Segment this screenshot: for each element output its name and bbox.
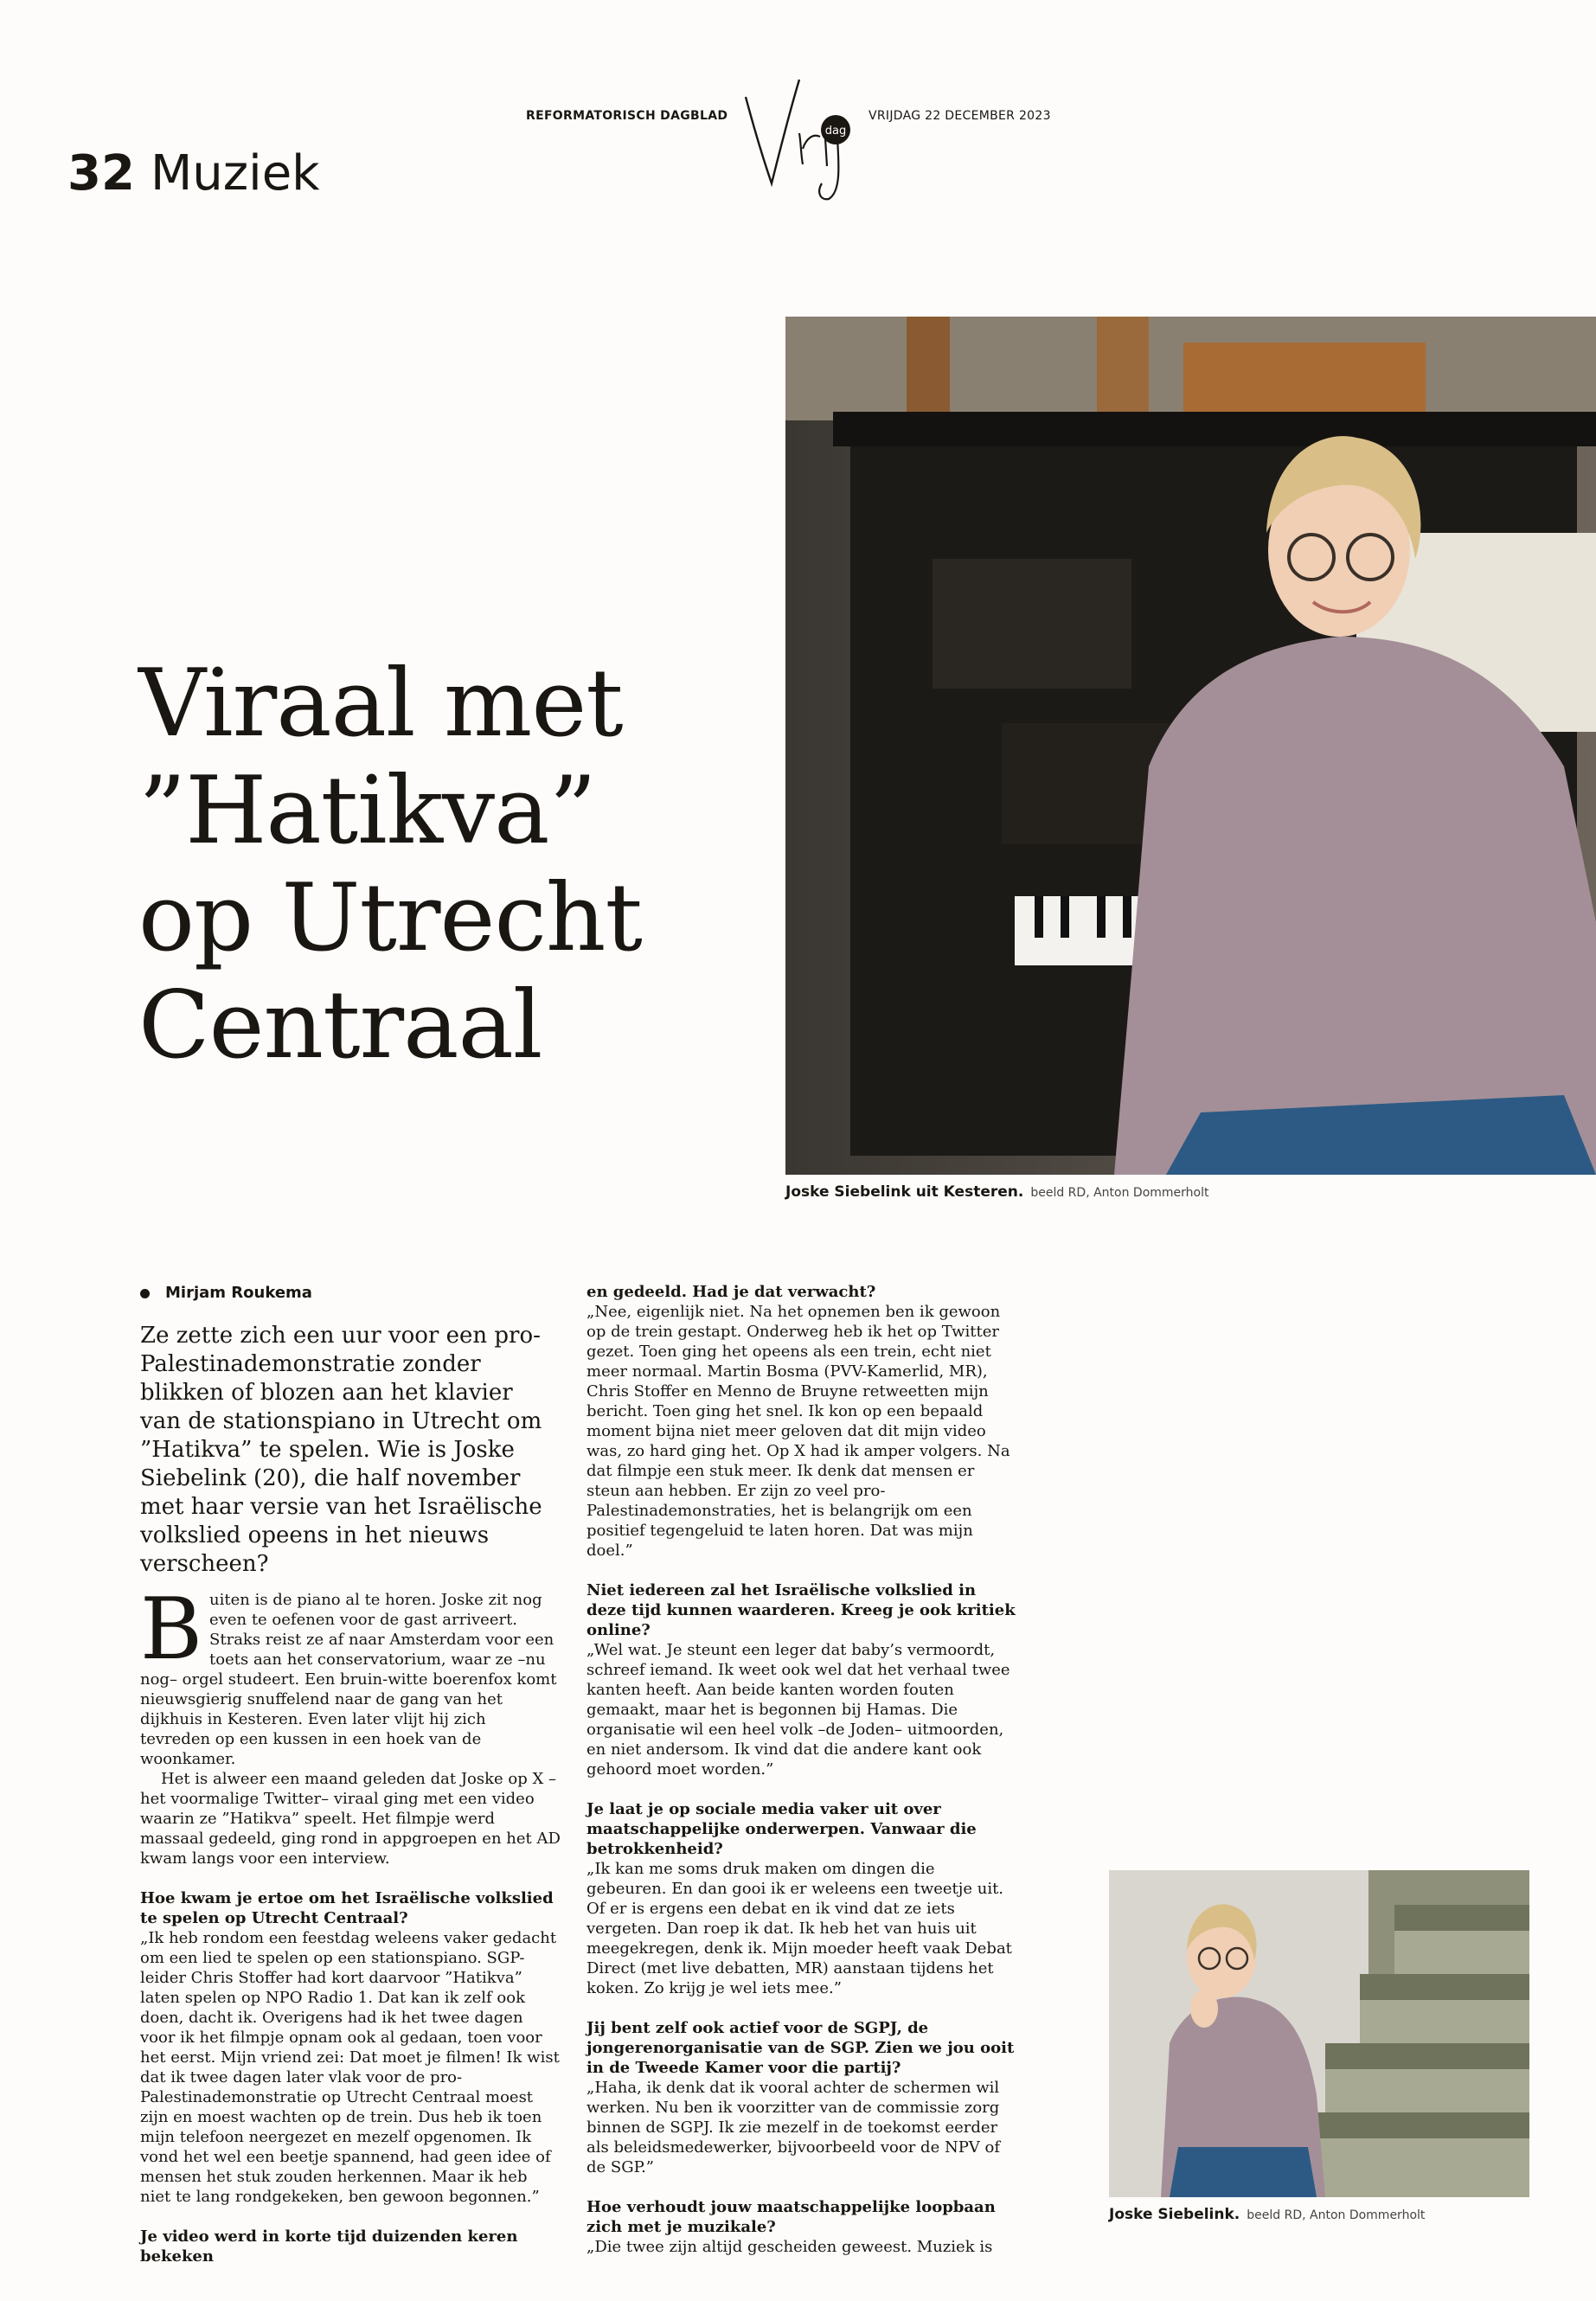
main-photo [785,317,1596,1175]
interview-question: Je laat je op sociale media vaker uit over maatschappelijke onderwerpen. Vanwaar die betrokkenheid? [586,1800,977,1858]
headline-line-4: Centraal [138,971,542,1080]
drop-cap: B [140,1580,203,1679]
interview-question: Hoe verhoudt jouw maatschappelijke loopbaan zich met je muzikale? [586,2198,996,2236]
body-paragraph: Het is alweer een maand geleden dat Joske op X –het voormalige Twitter– viraal ging met een video waarin ze ”Hatikva” speelt. Het filmpje werd massaal gedeeld, ging rond in appgroepen en het AD kwam langs voor een interview. [140,1770,561,1868]
interview-question: Niet iedereen zal het Israëlische volkslied in deze tijd kunnen waarderen. Kreeg je ook kritiek online? [586,1581,1016,1639]
headline-line-3: op Utrecht [138,864,642,972]
headline-line-1: Viraal met [138,650,623,758]
bullet-icon [140,1289,150,1298]
article-column-2 [586,1282,1017,2257]
paper-name: REFORMATORISCH DAGBLAD [526,109,728,123]
small-photo-caption [1109,2206,1425,2223]
interview-answer: „Wel wat. Je steunt een leger dat baby’s vermoordt, schreef iemand. Ik weet ook wel dat het verhaal twee kanten heeft. Aan beide kanten worden fouten gemaakt, maar het is begonnen bij Hamas. Die organisatie wil een heel volk –de Joden– uitmoorden, en niet andersom. Ik vind dat die andere kant ook gehoord moet worden.” [586,1641,1010,1779]
interview-answer: „Die twee zijn altijd gescheiden geweest. Muziek is [586,2238,993,2256]
logo-badge: dag [824,125,847,138]
interview-question: Jij bent zelf ook actief voor de SGPJ, de jongerenorganisatie van de SGP. Zien we jou ooit in de Tweede Kamer voor die partij? [586,2019,1015,2077]
section-name: Muziek [150,145,320,202]
author-name: Mirjam Roukema [165,1284,312,1302]
article-column-1 [140,1580,561,2266]
vrijdag-logo [727,54,865,201]
main-photo-credit: beeld RD, Anton Dommerholt [1030,1186,1209,1200]
main-photo-caption-text: Joske Siebelink uit Kesteren. [785,1183,1024,1201]
interview-answer: „Nee, eigenlijk niet. Na het opnemen ben ik gewoon op de trein gestapt. Onderweg heb ik het op Twitter gezet. Toen ging het opeens als een trein, echt niet meer normaal. Martin Bosma (PVV-Kamerlid, MR), Chris Stoffer en Menno de Bruyne retweetten mijn bericht. Toen ging het snel. Ik kon op een bepaald moment bijna niet meer geloven dat dit mijn video was, zo hard ging het. Op X had ik amper volgers. Na dat filmpje een stuk meer. Ik denk dat mensen er steun aan hebben. Er zijn zo veel pro-Palestinademonstraties, het is belangrijk om een positief tegengeluid te laten horen. Dat was mijn doel.” [586,1303,1010,1560]
interview-answer: „Haha, ik denk dat ik vooral achter de schermen wil werken. Nu ben ik voorzitter van de commissie zorg binnen de SGPJ. Ik zie mezelf in de toekomst eerder als beleidsmedewerker, bijvoorbeeld voor de NPV of de SGP.” [586,2079,1001,2176]
section-header [67,145,320,202]
small-photo [1109,1870,1529,2197]
headline-line-2: ”Hatikva” [138,757,596,865]
intro-paragraph: Ze zette zich een uur voor een pro-Palestinademonstratie zonder blikken of blozen aan het klavier van de stationspiano in Utrecht om ”Hatikva” te spelen. Wie is Joske Siebelink (20), die half november met haar versie van het Israëlische volkslied opeens in het nieuws verscheen? [140,1323,542,1577]
interview-question-continued: en gedeeld. Had je dat verwacht? [586,1283,876,1301]
interview-question: Je video werd in korte tijd duizenden keren bekeken [140,2227,518,2266]
interview-question: Hoe kwam je ertoe om het Israëlische volkslied te spelen op Utrecht Centraal? [140,1889,554,1927]
headline [138,651,692,1080]
issue-date: VRIJDAG 22 DECEMBER 2023 [869,109,1051,123]
page-number: 32 [67,145,135,202]
small-photo-caption-text: Joske Siebelink. [1109,2206,1240,2223]
opening-paragraph: Buiten is de piano al te horen. Joske zit nog even te oefenen voor de gast arriveert. Straks reist ze af naar Amsterdam voor een toets aan het conservatorium, waar ze –nu nog– orgel studeert. Een bruin-witte boerenfox komt nieuwsgierig snuffelend naar de gang van het dijkhuis in Kesteren. Even later vlijt hij zich tevreden op een kussen in een hoek van de woonkamer. [140,1580,557,1768]
small-photo-credit: beeld RD, Anton Dommerholt [1247,2208,1426,2222]
interview-answer: „Ik heb rondom een feestdag weleens vaker gedacht om een lied te spelen op een stationspiano. SGP-leider Chris Stoffer had kort daarvoor ”Hatikva” laten spelen op NPO Radio 1. Dat kan ik zelf ook doen, dacht ik. Overigens had ik het twee dagen voor ik het filmpje opnam ook al gedaan, toen voor het eerst. Mijn vriend zei: Dat moet je filmen! Ik wist dat ik twee dagen later vlak voor de pro-Palestinademonstratie op Utrecht Centraal moest zijn en moest wachten op de trein. Dus heb ik toen mijn telefoon neergezet en mezelf opgenomen. Ik vond het wel een beetje spannend, had geen idee of mensen het stuk zouden herkennen. Maar ik heb niet te lang rondgekeken, ben gewoon begonnen.” [140,1929,560,2206]
main-photo-caption [785,1183,1208,1201]
byline [140,1284,312,1302]
interview-answer: „Ik kan me soms druk maken om dingen die gebeuren. En dan gooi ik er weleens een tweetje uit. Of er is ergens een debat en ik vind dat ze iets vergeten. Dan roep ik dat. Ik heb het van huis uit meegekregen, denk ik. Mijn moeder heeft vaak Debat Direct (met live debatten, MR) aanstaan tijdens het koken. Zo krijg je wel iets mee.” [586,1860,1012,1997]
